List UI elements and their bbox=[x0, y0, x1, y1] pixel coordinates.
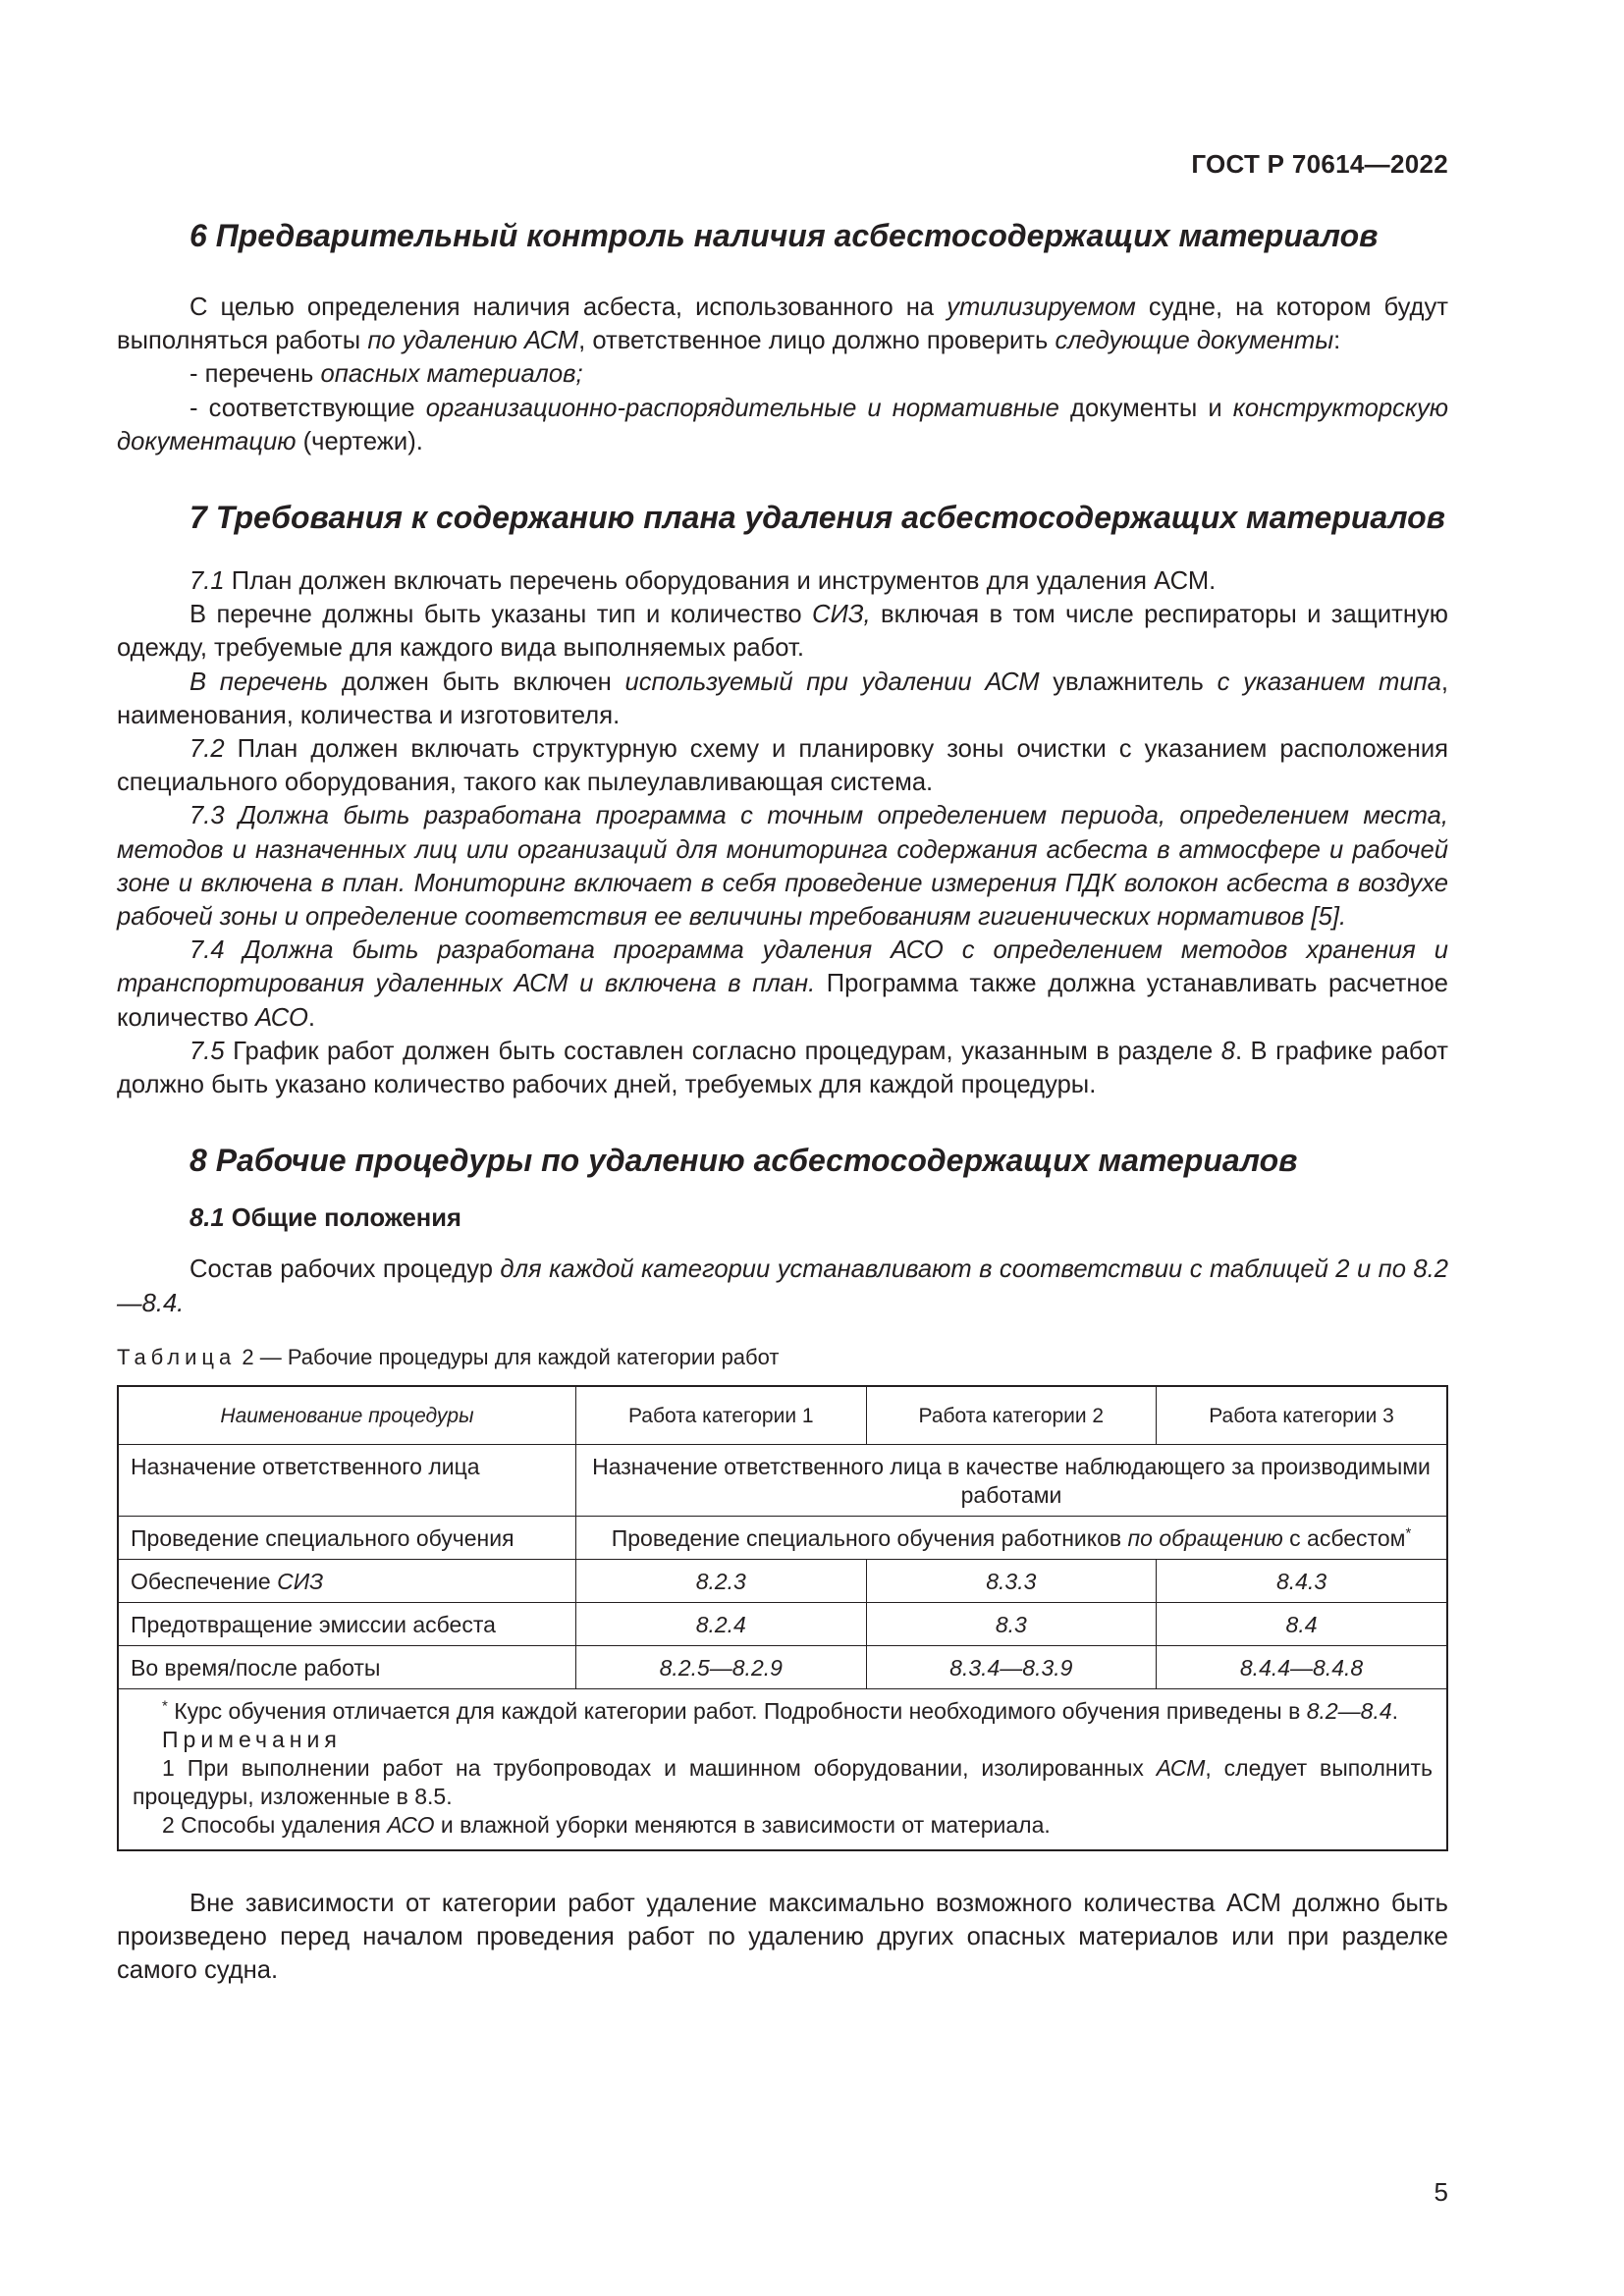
text: СИЗ, bbox=[812, 601, 871, 629]
text: Состав рабочих процедур bbox=[189, 1255, 501, 1284]
text: должен быть включен bbox=[328, 667, 625, 696]
text: 7.3 Должна быть разработана программа с точным определением периода, определением места, методов и назначенных лиц или организаций для мониторинга содержания асбеста в атмосфере и рабочей зоне и включена в план. Мониторинг включает в себя проведение измерения ПДК волокон асбеста в воздухе рабочей зоны и определение соответствия ее величины требованиям гигиенических нормативов [5]. bbox=[117, 802, 1448, 932]
subsection-8-1-title bbox=[117, 1201, 1448, 1235]
table-header-row bbox=[118, 1386, 1447, 1445]
text: Курс обучения отличается для каждой категории работ. Подробности необходимого обучения приведены в bbox=[167, 1697, 1307, 1724]
text: . В графике работ должно быть указано количество рабочих дней, требуемых для каждой процедуры. bbox=[117, 1037, 1448, 1099]
text: с указанием типа bbox=[1217, 667, 1441, 696]
section-6 bbox=[117, 216, 1448, 458]
table-header: Работа категории 3 bbox=[1157, 1386, 1447, 1445]
table-cell: Проведение специального обучения bbox=[118, 1516, 576, 1559]
page-content bbox=[117, 216, 1448, 1987]
table-cell: 8.2.3 bbox=[576, 1559, 867, 1602]
text: Назначение ответственного лица в качестве наблюдающего за производимыми работами bbox=[592, 1453, 1431, 1508]
text: АСМ bbox=[1156, 1754, 1206, 1781]
procedures-table bbox=[117, 1385, 1448, 1851]
text: - соответствующие bbox=[189, 394, 426, 422]
table-label: Таблица bbox=[117, 1344, 237, 1369]
list-item bbox=[117, 392, 1448, 458]
text: увлажнитель bbox=[1039, 667, 1218, 696]
text: с асбестом bbox=[1282, 1524, 1406, 1551]
text: План должен включать структурную схему и планировку зоны очистки с указанием расположения специального оборудования, такого как пылеулавливающая система. bbox=[117, 735, 1448, 797]
notes-label bbox=[133, 1726, 1433, 1754]
table-cell: 8.4 bbox=[1157, 1602, 1447, 1645]
table-row bbox=[118, 1602, 1447, 1645]
text: График работ должен быть составлен согласно процедурам, указанным в разделе bbox=[224, 1037, 1221, 1065]
footnote-marker: * bbox=[1405, 1524, 1412, 1542]
clause-7-4 bbox=[117, 934, 1448, 1035]
text: , следует выполнить процедуры, изложенные в 8.5. bbox=[133, 1754, 1433, 1809]
text: В перечне должны быть указаны тип и количество bbox=[189, 601, 813, 629]
text: 2 Способы удаления bbox=[162, 1811, 388, 1838]
paragraph bbox=[117, 666, 1448, 732]
text: АСО bbox=[387, 1811, 435, 1838]
paragraph bbox=[117, 1253, 1448, 1319]
text: , наименования, количества и изготовителя. bbox=[117, 667, 1448, 729]
text: для каждой категории устанавливают в соответствии с таблицей 2 и по 8.2—8.4. bbox=[117, 1255, 1448, 1317]
text: утилизируемом bbox=[947, 294, 1136, 321]
text: используемый при удалении АСМ bbox=[624, 667, 1040, 696]
paragraph bbox=[117, 598, 1448, 665]
text: конструкторскую документацию bbox=[117, 394, 1449, 455]
text: (чертежи). bbox=[296, 427, 423, 455]
table-cell: 8.4.4—8.4.8 bbox=[1157, 1645, 1447, 1688]
text: документы и bbox=[1058, 394, 1233, 422]
clause-7-5 bbox=[117, 1035, 1448, 1101]
table-cell: Назначение ответственного лица bbox=[118, 1444, 576, 1516]
footnote bbox=[133, 1697, 1433, 1726]
text: Примечания bbox=[162, 1726, 342, 1752]
table-cell bbox=[576, 1444, 1448, 1516]
text: - перечень bbox=[189, 360, 321, 389]
table-cell: Предотвращение эмиссии асбеста bbox=[118, 1602, 576, 1645]
text: 1 При выполнении работ на трубопроводах и машинном оборудовании, изолированных bbox=[162, 1754, 1157, 1781]
list-item bbox=[117, 357, 1448, 391]
text: организационно-распорядительные и нормативные bbox=[425, 394, 1059, 422]
section-6-title: 6 Предварительный контроль наличия асбестосодержащих материалов bbox=[189, 218, 1379, 253]
table-cell: 8.3 bbox=[866, 1602, 1157, 1645]
text: . bbox=[307, 1003, 316, 1032]
table-row bbox=[118, 1645, 1447, 1688]
section-7-title: 7 Требования к содержанию плана удаления асбестосодержащих материалов bbox=[189, 500, 1445, 536]
section-6-paragraph bbox=[117, 291, 1448, 357]
clause-number: 7.5 bbox=[189, 1037, 225, 1065]
table-header: Наименование процедуры bbox=[118, 1386, 576, 1445]
table-row bbox=[118, 1559, 1447, 1602]
section-8 bbox=[117, 1141, 1448, 1987]
table-cell: Во время/после работы bbox=[118, 1645, 576, 1688]
clause-number: 8.1 bbox=[189, 1204, 225, 1233]
closing-paragraph: Вне зависимости от категории работ удаление максимально возможного количества АСМ должно быть произведено перед началом проведения работ по удалению других опасных материалов или при разделке самого судна. bbox=[117, 1889, 1448, 1985]
clause-number: 7.2 bbox=[189, 735, 225, 764]
clause-7-2 bbox=[117, 732, 1448, 799]
text: по обращению bbox=[1127, 1524, 1283, 1551]
table-caption bbox=[117, 1344, 1448, 1371]
text: АСО bbox=[255, 1003, 308, 1032]
text: Общие положения bbox=[224, 1204, 461, 1233]
table-cell: 8.2.4 bbox=[576, 1602, 867, 1645]
text: опасных материалов; bbox=[320, 360, 583, 389]
table-cell: 8.4.3 bbox=[1157, 1559, 1447, 1602]
table-cell: 8.3.4—8.3.9 bbox=[866, 1645, 1157, 1688]
text: Проведение специального обучения работников bbox=[611, 1524, 1128, 1551]
section-7 bbox=[117, 498, 1448, 1101]
text: включая в том числе респираторы и защитную одежду, требуемые для каждого вида выполняемых работ. bbox=[117, 601, 1448, 663]
text: Программа также должна устанавливать расчетное количество bbox=[117, 970, 1448, 1032]
text: следующие документы bbox=[1055, 327, 1334, 355]
table-footer-row bbox=[118, 1688, 1447, 1850]
table-row bbox=[118, 1516, 1447, 1559]
text: С целью определения наличия асбеста, использованного на bbox=[189, 294, 947, 321]
table-header: Работа категории 1 bbox=[576, 1386, 867, 1445]
footnote-marker: * bbox=[162, 1697, 168, 1715]
table-cell: 8.2.5—8.2.9 bbox=[576, 1645, 867, 1688]
note bbox=[133, 1811, 1433, 1840]
text: и влажной уборки меняются в зависимости от материала. bbox=[434, 1811, 1051, 1838]
text: 8 bbox=[1220, 1037, 1235, 1065]
table-cell bbox=[118, 1559, 576, 1602]
table-cell: 8.3.3 bbox=[866, 1559, 1157, 1602]
table-row bbox=[118, 1444, 1447, 1516]
clause-7-3 bbox=[117, 799, 1448, 934]
table-footnotes bbox=[118, 1688, 1447, 1850]
page-number: 5 bbox=[1434, 2177, 1448, 2207]
text: СИЗ bbox=[277, 1568, 324, 1594]
text: судне, на котором будут выполняться работы bbox=[117, 294, 1448, 355]
document-code: ГОСТ Р 70614—2022 bbox=[1191, 149, 1448, 179]
clause-7-1 bbox=[117, 564, 1448, 598]
text: . bbox=[1391, 1697, 1399, 1724]
table-header: Работа категории 2 bbox=[866, 1386, 1157, 1445]
table-cell bbox=[576, 1516, 1448, 1559]
section-8-title: 8 Рабочие процедуры по удалению асбестосодержащих материалов bbox=[189, 1143, 1298, 1179]
text: Обеспечение bbox=[131, 1568, 278, 1594]
note bbox=[133, 1754, 1433, 1811]
text: План должен включать перечень оборудования и инструментов для удаления АСМ. bbox=[224, 567, 1217, 596]
clause-number: 7.1 bbox=[189, 567, 225, 596]
text: : bbox=[1333, 327, 1341, 355]
text: 7.4 Должна быть разработана программа удаления АСО с определением методов хранения и транспортирования удаленных АСМ и включена в план. bbox=[117, 936, 1448, 998]
text: 8.2—8.4 bbox=[1306, 1697, 1392, 1724]
text: по удалению АСМ bbox=[367, 327, 579, 355]
text: 2 — Рабочие процедуры для каждой категории работ bbox=[236, 1344, 780, 1369]
text: , ответственное лицо должно проверить bbox=[578, 327, 1056, 355]
text: В перечень bbox=[189, 667, 329, 696]
